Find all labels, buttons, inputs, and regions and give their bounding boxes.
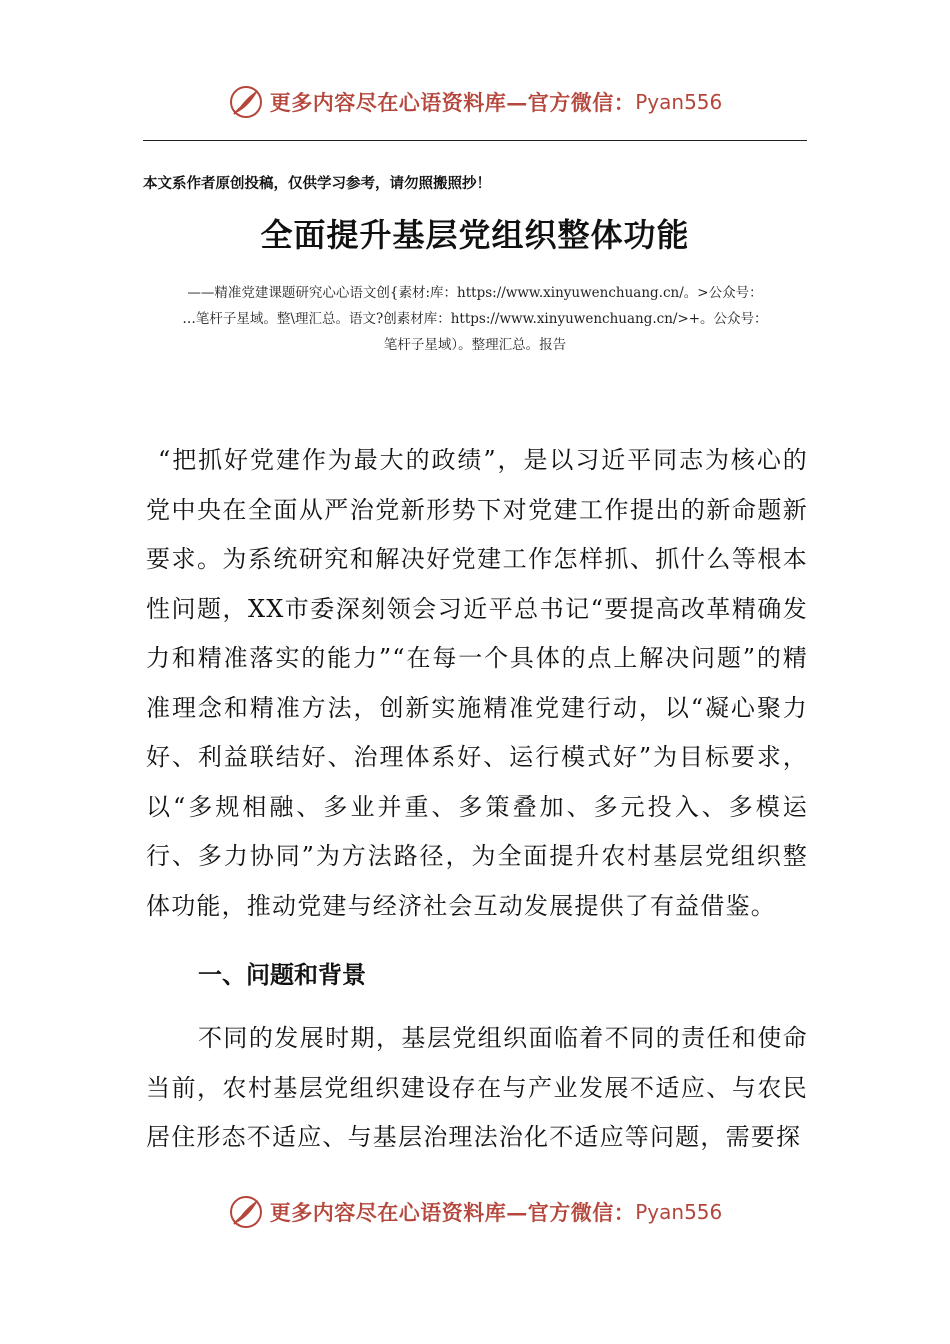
body-paragraph: “把抓好党建作为最大的政绩”，是以习近平同志为核心的党中央在全面从严治党新形势下对党建工作提出的新命题新要求。为系统研究和解决好党建工作怎样抓、抓什么等根本性问题，XX市委深刻领会习近平总书记“要提高改革精确发力和精准落实的能力”“在每一个具体的点上解决问题”的精准理念和精准方法，创新实施精准党建行动，以“凝心聚力好、利益联结好、治理体系好、运行模式好”为目标要求，以“多规相融、多业并重、多策叠加、多元投入、多模运行、多力协同”为方法路径，为全面提升农村基层党组织整体功能，推动党建与经济社会互动发展提供了有益借鉴。 — [146, 446, 808, 920]
feather-pen-logo-icon — [228, 1194, 264, 1230]
document-subtitle — [143, 280, 807, 358]
subtitle-line: …笔杆子星域。整\理汇总。语文?创素材库：https://www.xinyuwenchuang.cn/>+。公众号： — [182, 311, 768, 327]
feather-pen-logo-icon — [228, 84, 264, 120]
banner-text: 更多内容尽在心语资料库—官方微信： — [269, 90, 636, 115]
header-banner — [0, 82, 950, 122]
banner-wechat-id: Pyan556 — [635, 1200, 723, 1224]
subtitle-line: ——精准党建课题研究心心语文创{素材:库：https://www.xinyuwenchuang.cn/。>公众号： — [187, 285, 763, 301]
section-heading: 一、问题和背景 — [198, 961, 366, 989]
banner-wechat-id: Pyan556 — [635, 90, 723, 114]
footer-banner — [0, 1192, 950, 1232]
body-paragraph: 不同的发展时期，基层党组织面临着不同的责任和使命当前，农村基层党组织建设存在与产业发展不适应、与农民居住形态不适应、与基层治理法治化不适应等问题，需要探 — [146, 1024, 808, 1151]
copyright-notice: 本文系作者原创投稿，仅供学习参考，请勿照搬照抄！ — [143, 175, 491, 192]
header-divider — [143, 140, 807, 141]
document-title: 全面提升基层党组织整体功能 — [260, 216, 690, 254]
banner-text: 更多内容尽在心语资料库—官方微信： — [269, 1200, 636, 1225]
subtitle-line: 笔杆子星域）。整理汇总。报告 — [383, 337, 567, 353]
